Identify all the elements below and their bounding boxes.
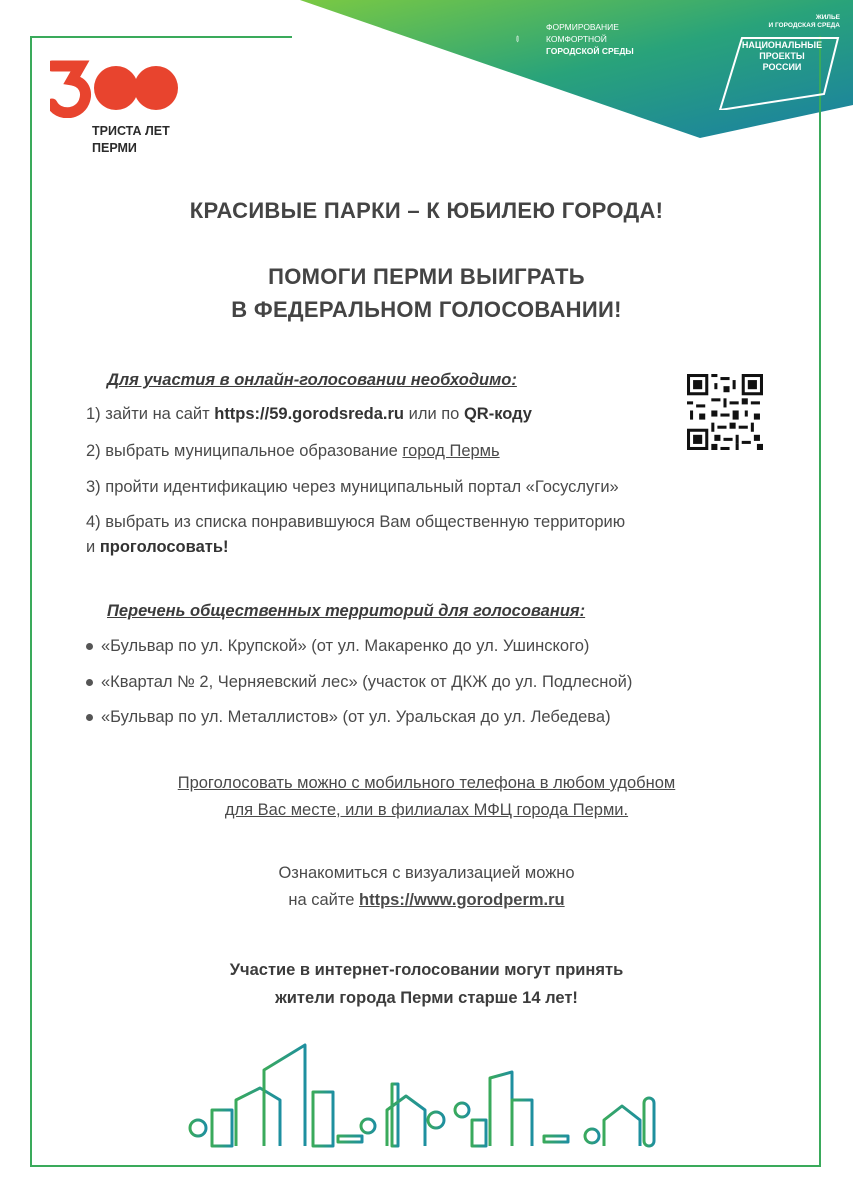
bullet-icon — [86, 714, 93, 721]
np-big3: РОССИИ — [762, 62, 802, 72]
visual-note-line1: Ознакомиться с визуализацией можно — [278, 864, 575, 882]
sub-heading-line2: В ФЕДЕРАЛЬНОМ ГОЛОСОВАНИИ! — [231, 297, 622, 322]
mobile-note — [0, 770, 853, 824]
step-2 — [86, 442, 500, 461]
territory-item-2 — [86, 673, 632, 692]
territory-item-3 — [86, 708, 611, 727]
national-projects-small — [758, 14, 840, 30]
step-4-line2 — [86, 538, 228, 557]
sub-heading-line1: ПОМОГИ ПЕРМИ ВЫИГРАТЬ — [268, 264, 585, 289]
city-skyline-illustration — [160, 1040, 696, 1150]
np-big2: ПРОЕКТЫ — [759, 51, 805, 61]
qr-code-icon[interactable] — [687, 374, 763, 450]
step-3: 3) пройти идентификацию через муниципальный портал «Госуслуги» — [86, 478, 619, 496]
territory-item-1-text: «Бульвар по ул. Крупской» (от ул. Макаренко до ул. Ушинского) — [101, 637, 590, 655]
fkgs-logo-icon — [516, 19, 546, 59]
logo-caption — [92, 123, 170, 157]
np-big1: НАЦИОНАЛЬНЫЕ — [741, 40, 823, 50]
logo-caption-line2: ПЕРМИ — [92, 141, 137, 155]
territory-item-1 — [86, 637, 589, 656]
step-1 — [86, 405, 532, 424]
final-note-line1: Участие в интернет-голосовании могут принять — [229, 961, 624, 979]
territories-title: Перечень общественных территорий для голосования: — [107, 602, 586, 620]
step-1-link[interactable]: https://59.gorodsreda.ru — [214, 405, 405, 423]
bullet-icon — [86, 643, 93, 650]
mobile-note-line1: Проголосовать можно с мобильного телефона в любом удобном — [177, 774, 676, 792]
steps-title: Для участия в онлайн-голосовании необходимо: — [107, 371, 517, 389]
bullet-icon — [86, 679, 93, 686]
frame-top-border — [30, 36, 292, 38]
step-1-mid: или по — [404, 405, 464, 423]
logo-300-icon — [50, 58, 180, 118]
national-projects-title — [740, 40, 824, 73]
step-2-text: 2) выбрать муниципальное образование — [86, 442, 403, 460]
fkgs-line2: КОМФОРТНОЙ — [546, 34, 607, 44]
visual-note-line2 — [0, 887, 853, 914]
final-note-line2: жители города Перми старше 14 лет! — [275, 989, 578, 1007]
step-4-pre: и — [86, 538, 100, 556]
visual-note-link[interactable]: https://www.gorodperm.ru — [359, 891, 565, 909]
step-4-bold: проголосовать! — [99, 538, 229, 556]
fkgs-logo-text — [546, 21, 634, 57]
logo-caption-line1: ТРИСТА ЛЕТ — [92, 124, 170, 138]
fkgs-line1: ФОРМИРОВАНИЕ — [546, 22, 619, 32]
visual-note — [0, 860, 853, 914]
territory-item-2-text: «Квартал № 2, Черняевский лес» (участок от ДКЖ до ул. Подлесной) — [101, 673, 633, 691]
sub-heading — [0, 260, 853, 326]
np-small1: ЖИЛЬЕ — [815, 14, 840, 21]
step-4-line1: 4) выбрать из списка понравившуюся Вам общественную территорию — [86, 513, 626, 531]
step-1-qr: QR-коду — [463, 405, 532, 423]
np-small2: И ГОРОДСКАЯ СРЕДА — [768, 22, 840, 29]
fkgs-line3: ГОРОДСКОЙ СРЕДЫ — [546, 46, 634, 56]
visual-note-pre: на сайте — [288, 891, 359, 909]
step-1-text: 1) зайти на сайт — [86, 405, 215, 423]
main-heading: КРАСИВЫЕ ПАРКИ – К ЮБИЛЕЮ ГОРОДА! — [189, 198, 664, 223]
mobile-note-line2: для Вас месте, или в филиалах МФЦ города Перми. — [224, 801, 629, 819]
territory-item-3-text: «Бульвар по ул. Металлистов» (от ул. Уральская до ул. Лебедева) — [101, 708, 611, 726]
final-note — [0, 956, 853, 1012]
step-2-link[interactable]: город Пермь — [402, 442, 500, 460]
